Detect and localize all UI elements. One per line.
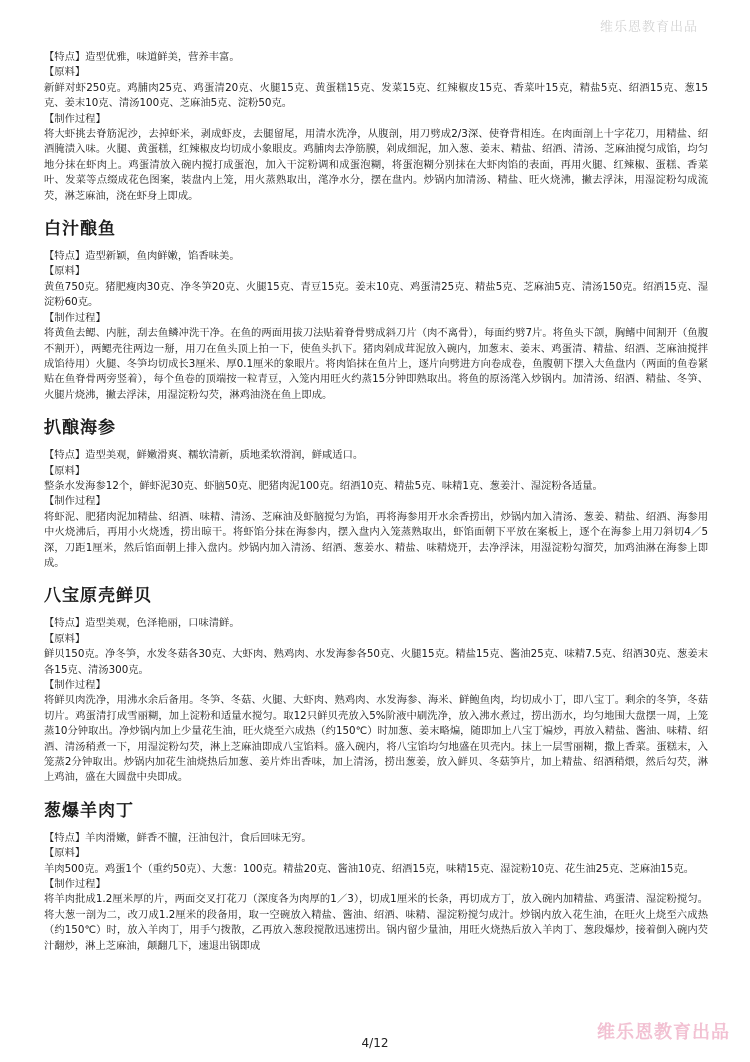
feature-line: 【特点】造型美观，鲜嫩滑爽、糯软清新，质地柔软滑润，鲜咸适口。 — [44, 449, 364, 462]
recipe-title: 葱爆羊肉丁 — [44, 800, 134, 821]
recipe-ba-bao-yuan-ke-xian-bei — [44, 581, 708, 785]
process-label: 【制作过程】 — [44, 679, 106, 691]
ingredients-label: 【原料】 — [44, 66, 86, 79]
process-text: 将虾泥、肥猪肉泥加精盐、绍酒、味精、清汤、芝麻油及虾脑搅匀为馅，再将海参用开水余香捞出，炒锅内加入清汤、葱姜、精盐、绍酒、海参用中火烧沸后，再用小火烧透，捞出晾干。将虾馅分抹在海参内，摆入盘内入笼蒸熟取出，虾馅面朝下平放在案板上，逐个在海参上用刀斜切4／5深，刀距1厘米，然后馅面朝上排入盘内。炒锅内加入清汤、绍酒、葱姜水、精盐、味精烧开，去净浮沫，用湿淀粉勾溜芡，加鸡油淋在海参上即成。 — [44, 510, 708, 569]
recipe-title: 白汁酿鱼 — [44, 219, 116, 240]
ingredients-text: 黄鱼750克。猪肥瘦肉30克、净冬笋20克、火腿15克、青豆15克。姜末10克、鸡蛋清25克、精盐5克、芝麻油5克、清汤150克。绍酒15克、湿淀粉60克。 — [44, 280, 708, 309]
process-label: 【制作过程】 — [44, 112, 106, 125]
feature-line: 【特点】造型优雅，味道鲜美，营养丰富。 — [44, 51, 240, 63]
process-label: 【制作过程】 — [44, 878, 106, 891]
process-text: 将鲜贝肉洗净，用沸水余后备用。冬笋、冬菇、火腿、大虾肉、熟鸡肉、水发海参、海米、鲜鲍鱼肉，均切成小丁，即八宝丁。剩余的冬笋，冬菇切片。鸡蛋清打成雪丽糊，加上淀粉和适量水搅匀。取12只鲜贝壳放入5%阶液中刷洗净，放入沸水煮过，捞出沥水，均匀地围大盘摆一周，上笼蒸10分钟取出。净炒锅内加上少量花生油，旺火烧至六成热（约150℃）时加葱、姜末略煸，随即加上八宝丁煸炒，再放入精盐、酱油、味精、绍酒、清汤稍煮一下，用湿淀粉勾芡，淋上芝麻油即成八宝馅料。盛入碗内，将八宝馅均匀地盛在贝壳内。抹上一层雪丽糊，撒上香菜。蛋糕末，入笼蒸2分钟取出。炒锅内加花生油烧热后加葱、姜片炸出香味，加上清汤，捞出葱姜，放入鲜贝、冬菇笋片，加上精盐、绍酒稍煨，然后勾芡，淋上鸡油，盛在大圆盘中央即成。 — [44, 694, 708, 784]
process-text: 将黄鱼去鳃、内脏，刮去鱼鳞冲洗干净。在鱼的两面用拔刀法贴着脊骨劈成斜刀片（肉不离骨），每面约劈7片。将鱼头下颌，胸鳍中间割开（鱼腹不割开），两鳃壳往两边一掰，用刀在鱼头顶上拍一下，使鱼头扒下。猪肉剁成茸泥放入碗内，加葱末、姜末、鸡蛋清、精盐、绍酒、芝麻油搅拌成馅待用）火腿、冬笋均切成长3厘米、厚0.1厘米的象眼片。将肉馅抹在鱼片上，逐片向劈进方向卷成卷，鱼腹朝下摆入大鱼盘内（两面的鱼卷紧贴在鱼脊骨两旁竖着），每个鱼卷的顶端按一粒青豆，入笼内用旺火约蒸15分钟即熟取出。将鱼的原汤滗入炒锅内。加清汤、绍酒、精盐、冬笋、火腿片烧沸，撇去浮沫，用湿淀粉勾芡，淋鸡油浇在鱼上即成。 — [44, 327, 708, 401]
recipe-cong-bao-yang-rou-ding — [44, 796, 708, 954]
page-content — [44, 50, 708, 954]
process-label: 【制作过程】 — [44, 495, 106, 508]
process-label: 【制作过程】 — [44, 311, 106, 324]
feature-line: 【特点】羊肉滑嫩，鲜香不膻，汪油包汁，食后回味无穷。 — [44, 831, 312, 844]
process-text: 将羊肉批成1.2厘米厚的片，两面交叉打花刀（深度各为肉厚的1／3），切成1厘米的长条，再切成方丁，放入碗内加精盐、鸡蛋清、湿淀粉搅匀。将大葱一剖为二，改刀成1.2厘米的段备用，取一空碗放入精盐、酱油、绍酒、味精、湿淀粉搅匀成汁。炒锅内放入花生油，在旺火上烧至六成热（约150℃）时，放入羊肉丁，用手勺拨散，乙再放入葱段搅散迅速捞出。锅内留少量油，用旺火烧热后放入羊肉丁、葱段爆炒，接着倒入碗内芡汁翻炒，淋上芝麻油，颠翻几下，速退出锅即成 — [44, 893, 708, 952]
ingredients-text: 整条水发海参12个，鲜虾泥30克、虾脑50克、肥猪肉泥100克。绍酒10克、精盐5克、味精1克、葱姜汁、湿淀粉各适量。 — [44, 479, 603, 492]
process-text: 将大虾挑去脊筋泥沙，去掉虾米，剥成虾皮，去腿留尾，用清水洗净，从腹剖，用刀劈成2/3深、使脊背相连。在肉面剖上十字花刀，用精盐、绍酒腌渍入味。火腿、黄蛋糕，红辣椒皮均切成小象眼皮。鸡脯肉去净筋膜，剁成细泥，加入葱、姜末、精盐、绍酒、清汤、芝麻油搅匀成馅，均匀地分抹在虾肉上。鸡蛋清放入碗内搅打成蛋泡，加入干淀粉调和成蛋泡糊，将蛋泡糊分别抹在大虾肉馅的表面，再用火腿、红辣椒、蛋糕、香菜叶、发菜等点缀成花色图案，装盘内上笼，用火蒸熟取出，滗净水分，摆在盘内。炒锅内加清汤、精盐、旺火烧沸，撇去浮沫，用湿淀粉勾成流芡，淋芝麻油，浇在虾身上即成。 — [44, 128, 708, 202]
ingredients-label: 【原料】 — [44, 464, 86, 477]
ingredients-label: 【原料】 — [44, 632, 86, 645]
feature-line: 【特点】造型美观，色泽艳丽，口味清鲜。 — [44, 617, 240, 630]
recipe-bai-zhi-niang-yu — [44, 214, 708, 403]
recipe-title: 八宝原壳鲜贝 — [44, 586, 152, 607]
ingredients-label: 【原料】 — [44, 265, 86, 278]
intro-recipe — [44, 50, 708, 204]
watermark-top: 维乐恩教育出品 — [599, 20, 698, 35]
watermark-bottom: 维乐恩教育出品 — [597, 1022, 730, 1043]
ingredients-text: 鲜贝150克。净冬笋，水发冬菇各30克、大虾肉、熟鸡肉、水发海参各50克、火腿15克。精盐15克、酱油25克、味精7.5克、绍酒30克、葱姜末各15克、清汤300克。 — [44, 648, 708, 676]
feature-line: 【特点】造型新颖，鱼肉鲜嫩，馅香味美。 — [44, 250, 240, 263]
ingredients-text: 新鲜对虾250克。鸡脯肉25克、鸡蛋清20克、火腿15克、黄蛋糕15克、发菜15克、红辣椒皮15克、香菜叶15克，精盐5克、绍酒15克、葱15克、姜末10克、清汤100克、芝麻油5克、淀粉50克。 — [44, 81, 708, 110]
recipe-title: 扒酿海参 — [44, 418, 116, 439]
recipe-ba-niang-hai-shen — [44, 413, 708, 571]
ingredients-text: 羊肉500克。鸡蛋1个（重约50克）、大葱：100克。精盐20克、酱油10克、绍酒15克，味精15克、湿淀粉10克、花生油25克、芝麻油15克。 — [44, 862, 695, 875]
page-number: 4/12 — [361, 1036, 389, 1050]
ingredients-label: 【原料】 — [44, 847, 86, 860]
